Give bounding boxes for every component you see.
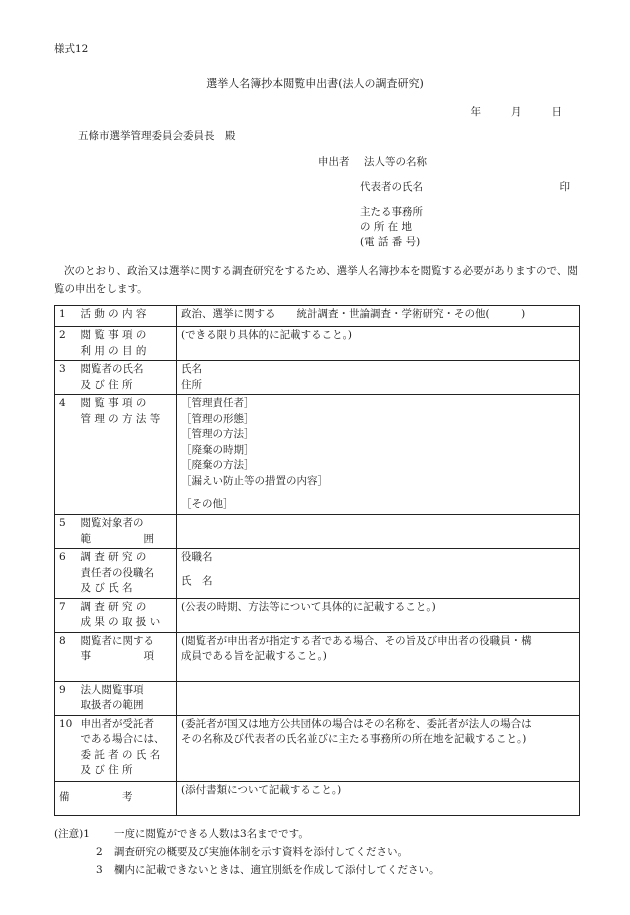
row-label-line: 閲 覧 事 項 の xyxy=(80,329,147,341)
row-number: 3 xyxy=(55,361,77,395)
document-title: 選挙人名簿抄本閲覧申出書(法人の調査研究) xyxy=(206,77,424,90)
seal-mark: 印 xyxy=(559,181,570,193)
notes-head: (注意)1 xyxy=(54,828,90,840)
row-label-line: 閲覧者に関する xyxy=(80,634,154,647)
intro-text: 次のとおり、政治又は選挙に関する調査研究をするため、選挙人名簿抄本を閲覧する必要がありますので、閲覧の申出をします。 xyxy=(54,265,578,295)
row-content-line: その名称及び代表者の氏名並びに主たる事務所の所在地を記載すること。) xyxy=(181,733,527,745)
form-row xyxy=(55,681,580,715)
row-content-line: 政治、選挙に関する 統計調査・世論調査・学術研究・その他( ) xyxy=(181,308,526,320)
row-number: 6 xyxy=(55,549,77,599)
row-label-line: 活 動 の 内 容 xyxy=(80,308,147,320)
row-content-line: 氏 名 xyxy=(181,574,213,587)
note-num: 3 xyxy=(96,864,103,876)
row-content[interactable] xyxy=(177,361,580,395)
row-label-line: 事 項 xyxy=(80,650,154,662)
form-row xyxy=(55,361,580,395)
row-content[interactable] xyxy=(177,306,580,327)
row-content-line: 役職名 xyxy=(181,551,213,563)
note-item xyxy=(54,825,440,843)
row-content[interactable] xyxy=(177,327,580,361)
row-label xyxy=(77,598,177,632)
row-label-line: 調 査 研 究 の xyxy=(80,600,147,613)
date-month: 月 xyxy=(511,106,522,118)
row-content-line xyxy=(181,489,575,497)
row-label-line: 法人閲覧事項 xyxy=(80,683,144,696)
row-content-line: ［廃棄の方法］ xyxy=(181,459,255,471)
application-form-table xyxy=(54,305,580,816)
row-label xyxy=(77,632,177,681)
row-label xyxy=(77,715,177,781)
row-label-line: 及 び 氏 名 xyxy=(80,582,133,594)
row-label-line: 範 囲 xyxy=(80,532,154,545)
row-label-line: 取扱者の範囲 xyxy=(80,699,144,711)
row-label: 備 考 xyxy=(55,781,177,815)
row-content-line: 成員である旨を記載すること。) xyxy=(181,650,327,662)
note-text: 欄内に記載できないときは、適宜別紙を作成して添付してください。 xyxy=(114,864,440,876)
note-num: 2 xyxy=(96,846,103,858)
notes-section xyxy=(54,825,440,879)
note-text: 一度に閲覧ができる人数は3名までです。 xyxy=(114,828,309,840)
row-number: 9 xyxy=(55,681,77,715)
date-line xyxy=(471,104,563,119)
row-content-line: (閲覧者が申出者が指定する者である場合、その旨及び申出者の役職員・構 xyxy=(181,634,532,647)
row-label-line: 閲覧者の氏名 xyxy=(80,363,144,375)
note-item xyxy=(54,861,440,879)
row-content-line: ［管理の形態］ xyxy=(181,412,255,425)
row-label-line: 委 託 者 の 氏 名 xyxy=(80,748,161,761)
form-row xyxy=(55,327,580,361)
applicant-label: 申出者 xyxy=(318,156,350,168)
row-content-line: ［管理責任者］ xyxy=(181,397,255,409)
row-content[interactable] xyxy=(177,598,580,632)
row-number: 4 xyxy=(55,395,77,515)
row-content-line: (公表の時期、方法等について具体的に記載すること。) xyxy=(181,600,436,613)
representative-label: 代表者の氏名 xyxy=(360,181,423,193)
form-row xyxy=(55,395,580,515)
row-content-line: 氏名 xyxy=(181,363,202,375)
form-number: 様式12 xyxy=(54,43,89,55)
row-label-line: 責任者の役職名 xyxy=(80,566,154,579)
applicant-block xyxy=(318,153,427,171)
form-row xyxy=(55,306,580,327)
row-label-line: 申出者が受託者 xyxy=(80,717,154,730)
row-label-line: 調 査 研 究 の xyxy=(80,551,147,563)
row-content[interactable] xyxy=(177,781,580,815)
note-text: 調査研究の概要及び実施体制を示す資料を添付してください。 xyxy=(114,846,408,858)
form-row xyxy=(55,515,580,549)
row-label xyxy=(77,306,177,327)
office-address-label: 主たる事務所 の 所 在 地 (電 話 番 号) xyxy=(360,206,423,248)
row-label xyxy=(77,515,177,549)
row-label-line: 利 用 の 目 的 xyxy=(80,344,147,357)
form-row xyxy=(55,781,580,815)
row-content-line xyxy=(181,683,575,691)
row-content-line: (添付書類について記載すること。) xyxy=(181,783,342,796)
row-content-line: (できる限り具体的に記載すること。) xyxy=(181,329,352,341)
row-label-line: 閲覧対象者の xyxy=(80,517,144,529)
date-year: 年 xyxy=(470,106,481,118)
row-label xyxy=(77,549,177,599)
row-content-line: ［その他］ xyxy=(181,498,234,510)
org-name-label: 法人等の名称 xyxy=(364,156,427,168)
row-content-line xyxy=(181,566,575,574)
form-row xyxy=(55,632,580,681)
form-row xyxy=(55,715,580,781)
row-content-line: ［漏えい防止等の措置の内容］ xyxy=(181,474,328,487)
row-label-line: 及 び 住 所 xyxy=(80,378,133,391)
row-label-line: 及 び 住 所 xyxy=(80,764,133,776)
row-content[interactable] xyxy=(177,681,580,715)
form-row xyxy=(55,549,580,599)
row-number: 5 xyxy=(55,515,77,549)
row-label-line: 成 果 の 取 扱 い xyxy=(80,616,161,628)
row-content[interactable] xyxy=(177,395,580,515)
row-number: 1 xyxy=(55,306,77,327)
row-number: 7 xyxy=(55,598,77,632)
row-content-line: ［管理の方法］ xyxy=(181,428,255,440)
representative-row xyxy=(360,179,570,194)
row-number: 2 xyxy=(55,327,77,361)
row-content[interactable] xyxy=(177,549,580,599)
row-label xyxy=(77,681,177,715)
row-label xyxy=(77,327,177,361)
row-label xyxy=(77,395,177,515)
row-content-line: 住所 xyxy=(181,378,202,391)
form-row xyxy=(55,598,580,632)
row-content-line: (委託者が国又は地方公共団体の場合はその名称を、委託者が法人の場合は xyxy=(181,717,532,730)
date-day: 日 xyxy=(551,106,562,118)
row-content[interactable] xyxy=(177,515,580,549)
row-label-line: 管 理 の 方 法 等 xyxy=(80,412,161,425)
row-content[interactable] xyxy=(177,632,580,681)
note-item xyxy=(54,843,440,861)
row-number: 10 xyxy=(55,715,77,781)
addressee: 五條市選挙管理委員会委員長 殿 xyxy=(78,130,236,142)
row-content-line: ［廃棄の時期］ xyxy=(181,443,255,456)
row-label-line: である場合には、 xyxy=(80,733,165,745)
row-content[interactable] xyxy=(177,715,580,781)
row-number: 8 xyxy=(55,632,77,681)
row-label xyxy=(77,361,177,395)
row-label-line: 閲 覧 事 項 の xyxy=(80,397,147,409)
row-content-line xyxy=(181,516,575,524)
